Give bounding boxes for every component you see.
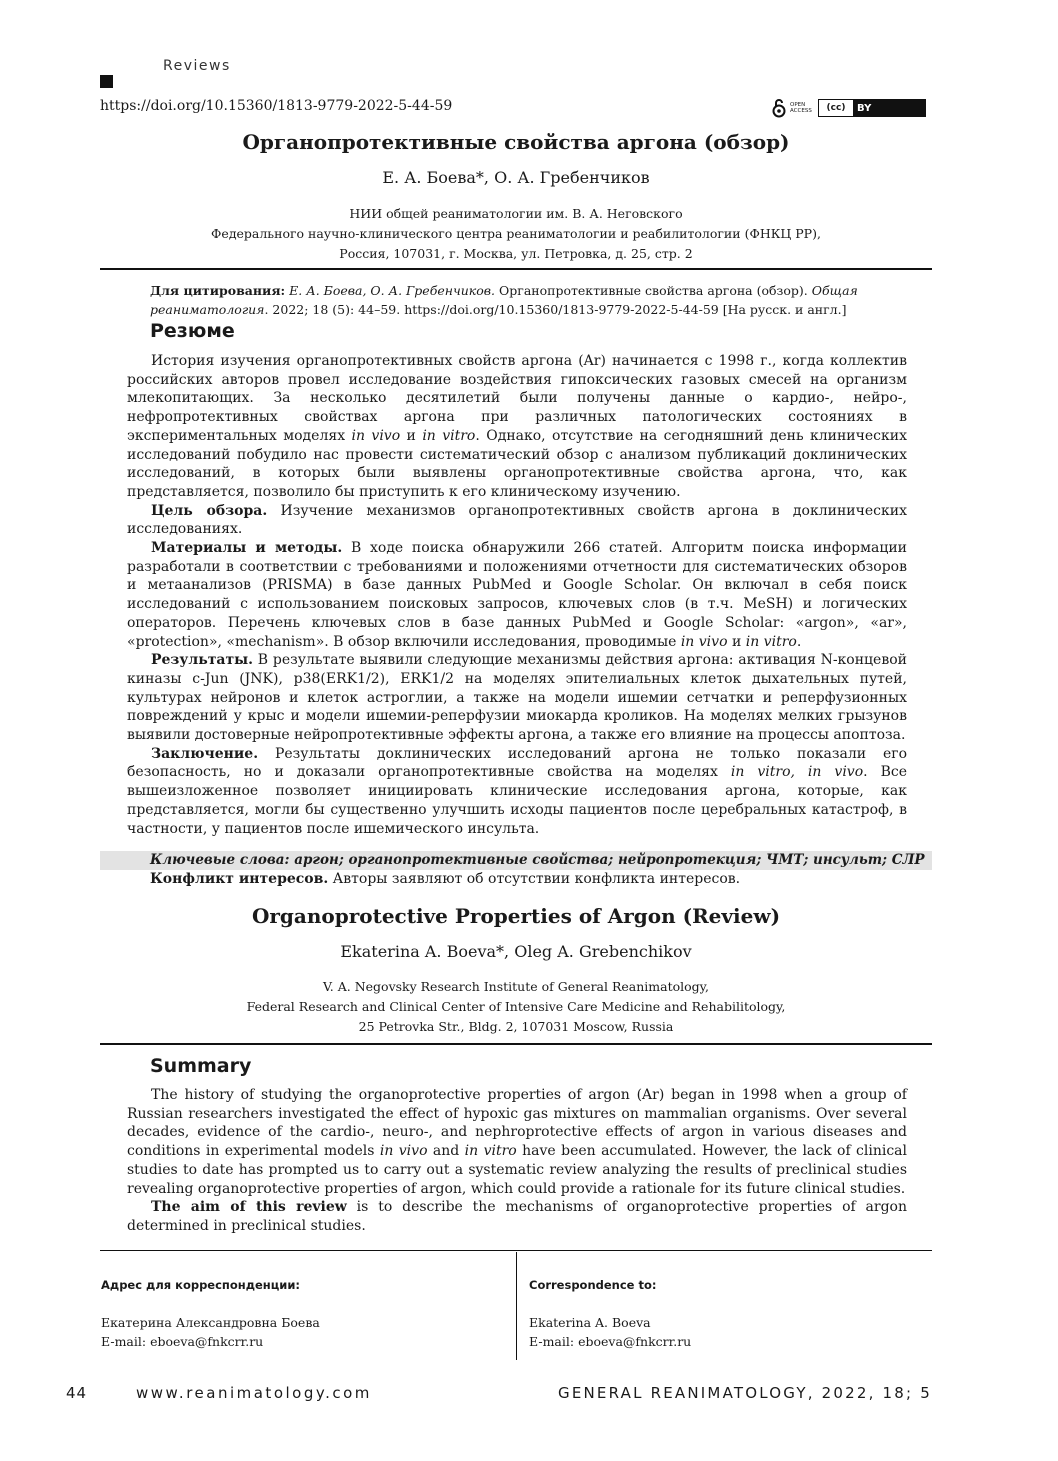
section-marker (100, 75, 113, 88)
affiliation-en-line: Federal Research and Clinical Center of Intensive Care Medicine and Rehabilitology, (246, 999, 786, 1014)
text: В ходе поиска обнаружили 266 статей. Алгоритм поиска информации разработали в соответствии с требованиями и положениями отчетности для систематических обзоров и метаанализов (PRISMA) в базе данных PubMed и Google Scholar. Он включал в себя поиск исследований с использованием поисковых запросов, ключевых слов (в т.ч. MeSH) и логических операторов. Перечень ключевых слов в базе данных PubMed и Google Scholar: «argon», «ar», «protection», «mechanism». В обзор включили исследования, проводимые (127, 540, 907, 650)
authors-ru: Е. А. Боева*, О. А. Гребенчиков (382, 168, 650, 187)
correspondence-en-label: Correspondence to: (529, 1278, 657, 1292)
affiliation-en (100, 977, 932, 1037)
footer-column-divider (516, 1252, 517, 1360)
license-badge[interactable] (772, 96, 930, 120)
keywords-bar (100, 851, 932, 870)
abstract-ru-conclusion (127, 745, 907, 839)
page-number: 44 (66, 1384, 88, 1402)
text: . (796, 633, 802, 650)
text: и (727, 633, 746, 650)
text: is to describe the mechanisms of organoprotective properties of argon determined in preclinical studies. (127, 1199, 908, 1234)
abstract-en-aim (127, 1198, 907, 1235)
journal-info: GENERAL REANIMATOLOGY, 2022, 18; 5 (558, 1384, 932, 1402)
cc-by-label: BY (853, 100, 925, 116)
text: Авторы заявляют об отсутствии конфликта интересов. (328, 871, 741, 887)
conflict-of-interest (150, 870, 740, 889)
abstract-ru-intro (127, 352, 907, 502)
doi-link[interactable]: https://doi.org/10.15360/1813-9779-2022-5-44-59 (100, 98, 453, 114)
affiliation-en-line: 25 Petrovka Str., Bldg. 2, 107031 Moscow, Russia (358, 1019, 674, 1034)
keywords-ru: Ключевые слова: аргон; органопротективные свойства; нейропротекция; ЧМТ; инсульт; СЛР (150, 852, 925, 868)
citation-journal: Общая реаниматология (150, 283, 858, 317)
abstract-ru (127, 352, 907, 838)
text: have been accumulated. However, the lack of clinical studies to date has prompted us to carry out a systematic review analyzing the results of preclinical studies revealing organoprotective properties of argon, which could provide a rationale for its future clinical studies. (127, 1143, 907, 1197)
affiliation-ru-line: Федерального научно-клинического центра реаниматологии и реабилитологии (ФНКЦ РР), (211, 226, 821, 241)
citation-rest: . 2022; 18 (5): 44–59. https://doi.org/10.15360/1813-9779-2022-5-44-59 [На русск. и англ.] (264, 302, 847, 317)
text: and (427, 1143, 465, 1160)
section-label: Reviews (163, 58, 231, 74)
correspondence-en-email[interactable]: E-mail: eboeva@fnkcrr.ru (529, 1334, 692, 1349)
text: in vitro (745, 633, 797, 650)
results-label: Результаты. (151, 652, 254, 669)
correspondence-ru-name: Екатерина Александровна Боева (101, 1315, 320, 1330)
conclusion-label: Заключение. (151, 745, 259, 762)
correspondence-ru (101, 1276, 501, 1351)
text: Изучение механизмов органопротективных свойств аргона в доклинических исследованиях. (127, 502, 907, 538)
summary-heading-ru: Резюме (150, 320, 235, 342)
citation-title: Органопротективные свойства аргона (обзор). (495, 283, 812, 298)
text: in vivo (680, 633, 728, 650)
citation-block (150, 281, 932, 319)
website-link[interactable]: www.reanimatology.com (136, 1384, 372, 1402)
text: in vitro, in vivo (730, 764, 864, 781)
abstract-en (127, 1086, 907, 1236)
text: История изучения органопротективных свойств аргона (Ar) начинается с 1998 г., когда коллектив российских авторов провел исследование воздействия гипоксических газовых смесей на организм млекопитающих. За несколько десятилетий были получены данные о кардио-, нейро-, нефропротективных свойствах аргона при различных патологических состояниях в экспериментальных моделях (127, 353, 907, 444)
text: . Все вышеизложенное позволяет инициировать клинические исследования аргона, которые, как представляется, могли бы существенно улучшить исходы пациентов после церебральных катастроф, в частности, у пациентов после ишемического инсульта. (127, 764, 907, 837)
divider (100, 268, 932, 270)
aim-label: Цель обзора. (151, 502, 268, 519)
text: in vitro (422, 427, 476, 444)
citation-authors: Е. А. Боева, О. А. Гребенчиков. (289, 283, 496, 298)
text: . Однако, отсутствие на сегодняшний день клинических исследований побудило нас провести систематический обзор с анализом публикаций доклинических исследований, в которых были выявлены органопротективные свойства аргона, что, как представляется, позволило бы приступить к его клиническому изучению. (127, 427, 907, 500)
cc-by-icon (818, 99, 926, 117)
article-title-ru: Органопротективные свойства аргона (обзор) (242, 130, 790, 154)
methods-label: Материалы и методы. (151, 540, 343, 557)
correspondence-en (529, 1276, 929, 1351)
open-access-text: OPEN ACCESS (790, 102, 812, 114)
text: in vivo (379, 1143, 428, 1160)
text: in vivo (351, 427, 401, 444)
text: и (400, 427, 423, 444)
divider (100, 1043, 932, 1045)
abstract-ru-results (127, 651, 907, 745)
summary-heading-en: Summary (150, 1055, 252, 1077)
text: in vitro (464, 1143, 517, 1160)
article-title-en: Organoprotective Properties of Argon (Review) (251, 904, 781, 928)
abstract-ru-aim (127, 502, 907, 539)
affiliation-ru-line: НИИ общей реаниматологии им. В. А. Неговского (349, 206, 683, 221)
correspondence-en-name: Ekaterina A. Boeva (529, 1315, 651, 1330)
authors-en: Ekaterina A. Boeva*, Oleg A. Grebenchikov (340, 942, 692, 961)
abstract-en-intro (127, 1086, 907, 1198)
correspondence-ru-label: Адрес для корреспонденции: (101, 1278, 300, 1292)
affiliation-ru (100, 204, 932, 264)
text: Результаты доклинических исследований аргона не только показали его безопасность, но и доказали органопротективные свойства на моделях (127, 745, 907, 781)
citation-label: Для цитирования: (150, 283, 286, 298)
open-access-icon (772, 98, 786, 118)
footer-divider (100, 1250, 932, 1251)
abstract-ru-methods (127, 539, 907, 651)
aim-label: The aim of this review (151, 1199, 347, 1216)
affiliation-en-line: V. A. Negovsky Research Institute of General Reanimatology, (322, 979, 710, 994)
text: The history of studying the organoprotective properties of argon (Ar) began in 1998 when a group of Russian researchers investigated the effect of hypoxic gas mixtures on mammalian organisms. Over several decades, evidence of the cardio-, neuro-, and nephroprotective effects of argon in various diseases and conditions in experimental models (127, 1087, 907, 1160)
correspondence-ru-email[interactable]: E-mail: eboeva@fnkcrr.ru (101, 1334, 264, 1349)
cc-logo: (cc) (826, 103, 846, 113)
text: В результате выявили следующие механизмы действия аргона: активация N-концевой киназы c-Jun (JNK), p38(ERK1/2), ERK1/2 на моделях эпителиальных клеток дыхательных путей, культурах нейронов и клеток астроглии, а также на модели ишемии сетчатки и реперфузионных повреждений у крыс и модели ишемии-реперфузии миокарда кроликов. На моделях мелких грызунов выявили достоверные нейропротективные эффекты аргона, а также его влияние на процессы апоптоза. (127, 652, 907, 744)
affiliation-ru-line: Россия, 107031, г. Москва, ул. Петровка, д. 25, стр. 2 (339, 246, 693, 261)
conflict-label: Конфликт интересов. (150, 871, 329, 887)
